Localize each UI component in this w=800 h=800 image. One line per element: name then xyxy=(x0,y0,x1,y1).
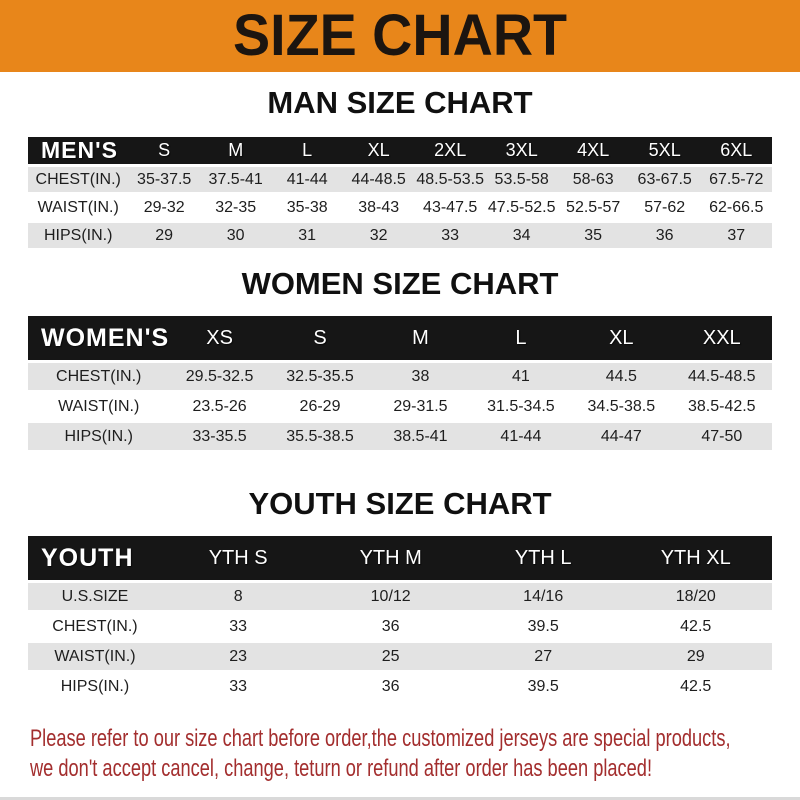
column-header: 5XL xyxy=(629,137,701,164)
notice-line-2: we don't accept cancel, change, teturn or refund after order has been placed! xyxy=(30,755,653,782)
size-value: 32.5-35.5 xyxy=(270,363,370,390)
row-label: HIPS(IN.) xyxy=(28,223,128,248)
row-label: CHEST(IN.) xyxy=(28,167,128,192)
size-value: 38-43 xyxy=(343,195,415,220)
column-header: XS xyxy=(169,316,269,360)
table-row xyxy=(28,673,772,700)
size-value: 48.5-53.5 xyxy=(414,167,486,192)
footer-notice xyxy=(30,724,800,784)
column-header: L xyxy=(271,137,343,164)
table-row xyxy=(28,613,772,640)
size-value: 52.5-57 xyxy=(557,195,629,220)
size-value: 42.5 xyxy=(619,673,772,700)
column-header: XL xyxy=(343,137,415,164)
section-heading: MAN SIZE CHART xyxy=(267,85,533,120)
column-header: XXL xyxy=(672,316,772,360)
table-row xyxy=(28,195,772,220)
size-value: 33-35.5 xyxy=(169,423,269,450)
row-label: HIPS(IN.) xyxy=(28,423,169,450)
size-value: 44.5 xyxy=(571,363,671,390)
size-value: 53.5-58 xyxy=(486,167,558,192)
size-value: 39.5 xyxy=(467,613,620,640)
size-value: 34.5-38.5 xyxy=(571,393,671,420)
size-value: 37.5-41 xyxy=(200,167,272,192)
size-table xyxy=(28,134,772,251)
banner xyxy=(0,0,800,72)
size-value: 33 xyxy=(162,673,315,700)
size-value: 29.5-32.5 xyxy=(169,363,269,390)
size-value: 35.5-38.5 xyxy=(270,423,370,450)
section-heading: WOMEN SIZE CHART xyxy=(241,266,559,301)
size-value: 47-50 xyxy=(672,423,772,450)
table-row xyxy=(28,167,772,192)
column-header: XL xyxy=(571,316,671,360)
table-row xyxy=(28,643,772,670)
size-value: 63-67.5 xyxy=(629,167,701,192)
size-value: 23.5-26 xyxy=(169,393,269,420)
size-chart-sections xyxy=(0,86,800,703)
size-value: 42.5 xyxy=(619,613,772,640)
size-value: 39.5 xyxy=(467,673,620,700)
size-value: 35-37.5 xyxy=(128,167,200,192)
table-header-row xyxy=(28,316,772,360)
column-header: M xyxy=(200,137,272,164)
size-value: 38.5-41 xyxy=(370,423,470,450)
banner-title: SIZE CHART xyxy=(232,3,568,68)
size-value: 32 xyxy=(343,223,415,248)
size-value: 44.5-48.5 xyxy=(672,363,772,390)
column-header: L xyxy=(471,316,571,360)
column-header: 3XL xyxy=(486,137,558,164)
size-value: 44-48.5 xyxy=(343,167,415,192)
size-value: 35 xyxy=(557,223,629,248)
notice-line-1: Please refer to our size chart before order,the customized jerseys are special products, xyxy=(30,725,731,752)
size-value: 33 xyxy=(162,613,315,640)
size-value: 57-62 xyxy=(629,195,701,220)
table-header-row xyxy=(28,536,772,580)
column-header: 4XL xyxy=(557,137,629,164)
size-value: 38 xyxy=(370,363,470,390)
column-header: M xyxy=(370,316,470,360)
size-value: 33 xyxy=(414,223,486,248)
column-header: S xyxy=(128,137,200,164)
table-group-label: MEN'S xyxy=(28,137,128,164)
column-header: YTH M xyxy=(314,536,467,580)
table-group-label: WOMEN'S xyxy=(28,316,169,360)
section-heading: YOUTH SIZE CHART xyxy=(248,486,552,521)
size-value: 10/12 xyxy=(314,583,467,610)
size-value: 25 xyxy=(314,643,467,670)
table-row xyxy=(28,423,772,450)
table-row xyxy=(28,393,772,420)
table-row xyxy=(28,223,772,248)
table-row xyxy=(28,363,772,390)
size-value: 36 xyxy=(629,223,701,248)
table-row xyxy=(28,583,772,610)
row-label: CHEST(IN.) xyxy=(28,363,169,390)
row-label: CHEST(IN.) xyxy=(28,613,162,640)
size-value: 43-47.5 xyxy=(414,195,486,220)
size-value: 35-38 xyxy=(271,195,343,220)
size-value: 29-32 xyxy=(128,195,200,220)
size-value: 31 xyxy=(271,223,343,248)
size-value: 32-35 xyxy=(200,195,272,220)
size-value: 47.5-52.5 xyxy=(486,195,558,220)
size-value: 23 xyxy=(162,643,315,670)
size-value: 18/20 xyxy=(619,583,772,610)
column-header: YTH S xyxy=(162,536,315,580)
row-label: WAIST(IN.) xyxy=(28,195,128,220)
size-section-men xyxy=(0,86,800,251)
size-value: 30 xyxy=(200,223,272,248)
size-value: 67.5-72 xyxy=(700,167,772,192)
table-header-row xyxy=(28,137,772,164)
row-label: WAIST(IN.) xyxy=(28,393,169,420)
size-value: 31.5-34.5 xyxy=(471,393,571,420)
size-value: 41 xyxy=(471,363,571,390)
size-value: 37 xyxy=(700,223,772,248)
size-value: 8 xyxy=(162,583,315,610)
size-value: 44-47 xyxy=(571,423,671,450)
size-table xyxy=(28,313,772,453)
size-value: 34 xyxy=(486,223,558,248)
size-table xyxy=(28,533,772,703)
row-label: WAIST(IN.) xyxy=(28,643,162,670)
row-label: HIPS(IN.) xyxy=(28,673,162,700)
size-value: 36 xyxy=(314,673,467,700)
size-value: 29-31.5 xyxy=(370,393,470,420)
size-value: 29 xyxy=(128,223,200,248)
column-header: YTH XL xyxy=(619,536,772,580)
size-value: 58-63 xyxy=(557,167,629,192)
size-value: 26-29 xyxy=(270,393,370,420)
size-section-youth xyxy=(0,487,800,703)
column-header: YTH L xyxy=(467,536,620,580)
size-value: 14/16 xyxy=(467,583,620,610)
size-value: 62-66.5 xyxy=(700,195,772,220)
column-header: 6XL xyxy=(700,137,772,164)
column-header: S xyxy=(270,316,370,360)
size-value: 41-44 xyxy=(271,167,343,192)
column-header: 2XL xyxy=(414,137,486,164)
size-value: 36 xyxy=(314,613,467,640)
size-value: 27 xyxy=(467,643,620,670)
size-value: 41-44 xyxy=(471,423,571,450)
table-group-label: YOUTH xyxy=(28,536,162,580)
size-value: 29 xyxy=(619,643,772,670)
size-value: 38.5-42.5 xyxy=(672,393,772,420)
row-label: U.S.SIZE xyxy=(28,583,162,610)
size-section-women xyxy=(0,267,800,453)
